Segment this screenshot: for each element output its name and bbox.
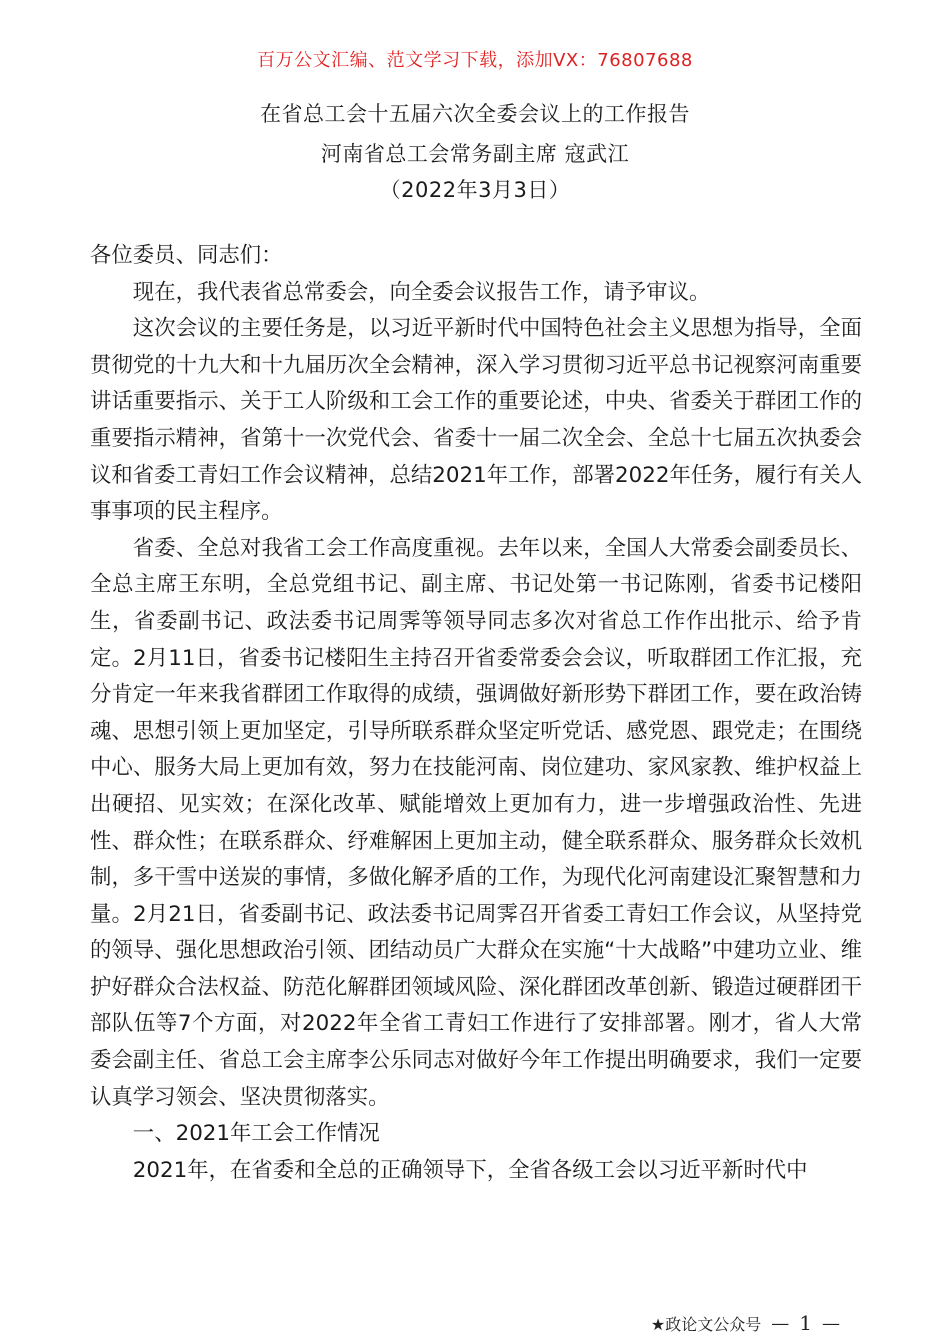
page-number: 1 bbox=[799, 1311, 812, 1335]
paragraph-2: 这次会议的主要任务是，以习近平新时代中国特色社会主义思想为指导，全面贯彻党的十九大和十九届历次全会精神，深入学习贯彻习近平总书记视察河南重要讲话重要指示、关于工人阶级和工会工作的重要论述，中央、省委关于群团工作的重要指示精神，省第十一次党代会、省委十一届二次全会、全总十七届五次执委会议和省委工青妇工作会议精神，总结2021年工作，部署2022年任务，履行有关人事事项的民主程序。 bbox=[90, 316, 862, 525]
salutation: 各位委员、同志们： bbox=[90, 243, 283, 268]
paragraph-3: 省委、全总对我省工会工作高度重视。去年以来，全国人大常委会副委员长、全总主席王东明，全总党组书记、副主席、书记处第一书记陈刚，省委书记楼阳生，省委副书记、政法委书记周霁等领导同志多次对省总工作作出批示、给予肯定。2月11日，省委书记楼阳生主持召开省委常委会会议，听取群团工作汇报，充分肯定一年来我省群团工作取得的成绩，强调做好新形势下群团工作，要在政治铸魂、思想引领上更加坚定，引导所联系群众坚定听党话、感党恩、跟党走；在围绕中心、服务大局上更加有效，努力在技能河南、岗位建功、家风家教、维护权益上出硬招、见实效；在深化改革、赋能增效上更加有力，进一步增强政治性、先进性、群众性；在联系群众、纾难解困上更加主动，健全联系群众、服务群众长效机制，多干雪中送炭的事情，多做化解矛盾的工作，为现代化河南建设汇聚智慧和力量。2月21日，省委副书记、政法委书记周霁召开省委工青妇工作会议，从坚持党的领导、强化思想政治引领、团结动员广大群众在实施“十大战略”中建功立业、维护好群众合法权益、防范化解群团领域风险、深化群团改革创新、锻造过硬群团干部队伍等7个方面，对2022年全省工青妇工作进行了安排部署。刚才，省人大常委会副主任、省总工会主席李公乐同志对做好今年工作提出明确要求，我们一定要认真学习领会、坚决贯彻落实。 bbox=[90, 535, 862, 1110]
report-body bbox=[90, 238, 862, 1189]
report-author: 河南省总工会常务副主席 寇武江 bbox=[320, 142, 630, 166]
report-title: 在省总工会十五届六次全委会议上的工作报告 bbox=[260, 102, 690, 126]
paragraph-1: 现在，我代表省总常委会，向全委会议报告工作，请予审议。 bbox=[132, 279, 711, 305]
paragraph-4: 2021年，在省委和全总的正确领导下，全省各级工会以习近平新时代中 bbox=[132, 1157, 808, 1183]
page-footer bbox=[651, 1311, 840, 1335]
report-date: （2022年3月3日） bbox=[379, 178, 571, 202]
watermark-banner: 百万公文汇编、范文学习下载，添加VX：76807688 bbox=[257, 50, 693, 71]
footer-dash-right: — bbox=[822, 1312, 840, 1334]
footer-dash-left: — bbox=[771, 1312, 790, 1334]
section-heading: 一、2021年工会工作情况 bbox=[132, 1121, 380, 1147]
footer-source: ★政论文公众号 bbox=[650, 1314, 762, 1334]
